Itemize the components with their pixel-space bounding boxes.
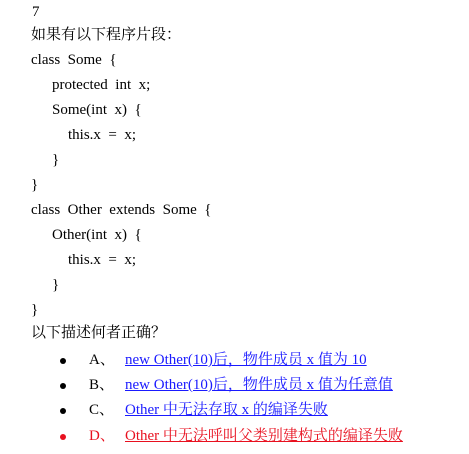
option-a[interactable] [0,348,469,373]
code-line: protected int x; [52,77,151,93]
code-line: this.x = x; [68,127,137,143]
code-line: } [31,302,39,318]
option-b[interactable] [0,373,469,398]
option-letter: C、 [89,402,115,418]
bullet-icon [60,383,66,389]
code-line: } [52,277,60,293]
bullet-icon [60,408,66,414]
code-line: Other(int x) { [52,227,142,243]
bullet-icon [60,434,66,440]
option-letter: A、 [89,352,115,368]
code-line: this.x = x; [68,252,137,268]
code-line: } [52,152,60,168]
option-text[interactable]: new Other(10)后，物件成员 x 值为任意值 [125,377,393,393]
option-text[interactable]: new Other(10)后，物件成员 x 值为 10 [125,352,367,368]
code-line: Some(int x) { [52,102,142,118]
option-text[interactable]: Other 中无法呼叫父类别建构式的编译失败 [125,428,403,444]
option-c[interactable] [0,398,469,423]
code-line: class Other extends Some { [31,202,212,218]
option-letter: B、 [89,377,115,393]
code-line: class Some { [31,52,117,68]
question-text: 以下描述何者正确？ [31,323,167,341]
option-letter: D、 [89,428,115,444]
code-line: } [31,177,39,193]
option-d[interactable] [0,424,469,449]
question-number: 7 [32,4,40,20]
bullet-icon [60,358,66,364]
option-text[interactable]: Other 中无法存取 x 的编译失败 [125,402,328,418]
prompt-text: 如果有以下程序片段： [31,25,182,43]
